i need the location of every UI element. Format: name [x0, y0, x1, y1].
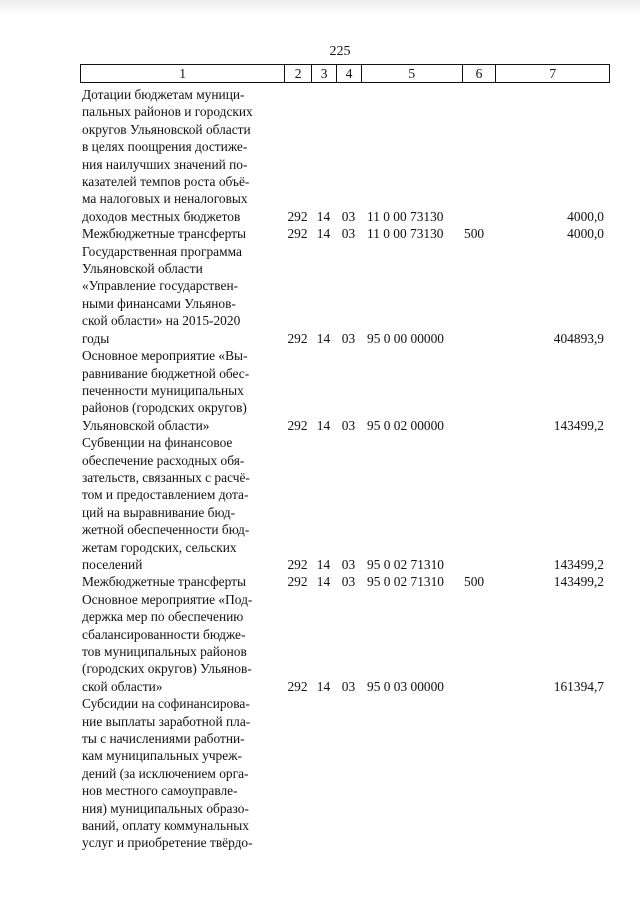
row-expense-kind: 500: [464, 226, 485, 242]
row-name: Государственная программа Ульяновской области «Управление государствен- ными финансами Ульянов- ской области» на 2015-2020 годы: [82, 243, 242, 346]
row-target-code: 95 0 02 00000: [367, 417, 444, 433]
row-admin-code: 292: [287, 678, 308, 694]
scan-edge-shadow: [0, 0, 640, 14]
row-admin-code: 292: [287, 417, 308, 433]
row-amount: 143499,2: [553, 556, 604, 572]
row-section-code: 14: [316, 330, 331, 346]
row-subsection-code: 03: [341, 678, 356, 694]
budget-table: [80, 64, 610, 852]
row-name: Основное мероприятие «Под- держка мер по обеспечению сбалансированности бюдже- тов муниципальных районов (городских округов) Ульянов- ской области»: [82, 591, 253, 694]
column-header-7: 7: [495, 65, 609, 82]
table-header: [80, 64, 610, 83]
row-admin-code: 292: [287, 574, 308, 590]
row-section-code: 14: [316, 574, 331, 590]
table-row: [80, 347, 610, 434]
row-section-code: 14: [316, 226, 331, 242]
row-section-code: 14: [316, 678, 331, 694]
table-row: [80, 86, 610, 225]
row-subsection-code: 03: [341, 574, 356, 590]
row-section-code: 14: [316, 417, 331, 433]
row-name: Основное мероприятие «Вы- равнивание бюджетной обес- печенности муниципальных районов (городских округов) Ульяновской области»: [82, 348, 250, 433]
column-header-2: 2: [284, 65, 311, 82]
row-target-code: 95 0 00 00000: [367, 330, 444, 346]
row-amount: 143499,2: [553, 417, 604, 433]
row-target-code: 95 0 02 71310: [367, 556, 444, 572]
table-body: [80, 83, 610, 852]
row-admin-code: 292: [287, 556, 308, 572]
row-admin-code: 292: [287, 208, 308, 224]
row-subsection-code: 03: [341, 556, 356, 572]
row-amount: 4000,0: [567, 226, 604, 242]
column-header-3: 3: [311, 65, 336, 82]
row-target-code: 11 0 00 73130: [367, 208, 444, 224]
row-target-code: 95 0 03 00000: [367, 678, 444, 694]
row-subsection-code: 03: [341, 226, 356, 242]
row-amount: 161394,7: [553, 678, 604, 694]
row-target-code: 11 0 00 73130: [367, 226, 444, 242]
row-name: Субвенции на финансовое обеспечение расходных обя- зательств, связанных с расчё- том и предоставлением дота- ций на выравнивание бюд- жетной обеспеченности бюд- жетам городских, сельских поселений: [82, 435, 250, 572]
table-row: [80, 434, 610, 573]
row-expense-kind: 500: [464, 574, 485, 590]
row-subsection-code: 03: [341, 417, 356, 433]
row-amount: 404893,9: [553, 330, 604, 346]
row-name: Дотации бюджетам муници- пальных районов и городских округов Ульяновской области в целях поощрения достиже- ния наилучших значений по- казателей темпов роста объё- ма налоговых и неналоговых доходов местных бюджетов: [82, 87, 253, 224]
page-number: 225: [329, 44, 351, 59]
row-subsection-code: 03: [341, 208, 356, 224]
row-amount: 4000,0: [567, 208, 604, 224]
table-row: [80, 591, 610, 695]
row-admin-code: 292: [287, 226, 308, 242]
column-header-6: 6: [462, 65, 496, 82]
table-row: [80, 225, 610, 242]
row-name: Субсидии на софинансирова- ние выплаты заработной пла- ты с начислениями работни- кам муниципальных учреж- дений (за исключением орга- нов местного самоуправле- ния) муниципальных образо- ваний, оплату коммунальных услуг и приобретение твёрдо-: [82, 696, 253, 851]
row-name: Межбюджетные трансферты: [82, 574, 246, 590]
column-header-5: 5: [361, 65, 462, 82]
column-header-4: 4: [336, 65, 361, 82]
row-section-code: 14: [316, 208, 331, 224]
table-row: [80, 243, 610, 347]
row-name: Межбюджетные трансферты: [82, 226, 246, 242]
row-subsection-code: 03: [341, 330, 356, 346]
table-row: [80, 573, 610, 590]
column-header-1: 1: [179, 66, 186, 81]
row-amount: 143499,2: [553, 574, 604, 590]
row-target-code: 95 0 02 71310: [367, 574, 444, 590]
row-section-code: 14: [316, 556, 331, 572]
table-row: [80, 695, 610, 852]
row-admin-code: 292: [287, 330, 308, 346]
